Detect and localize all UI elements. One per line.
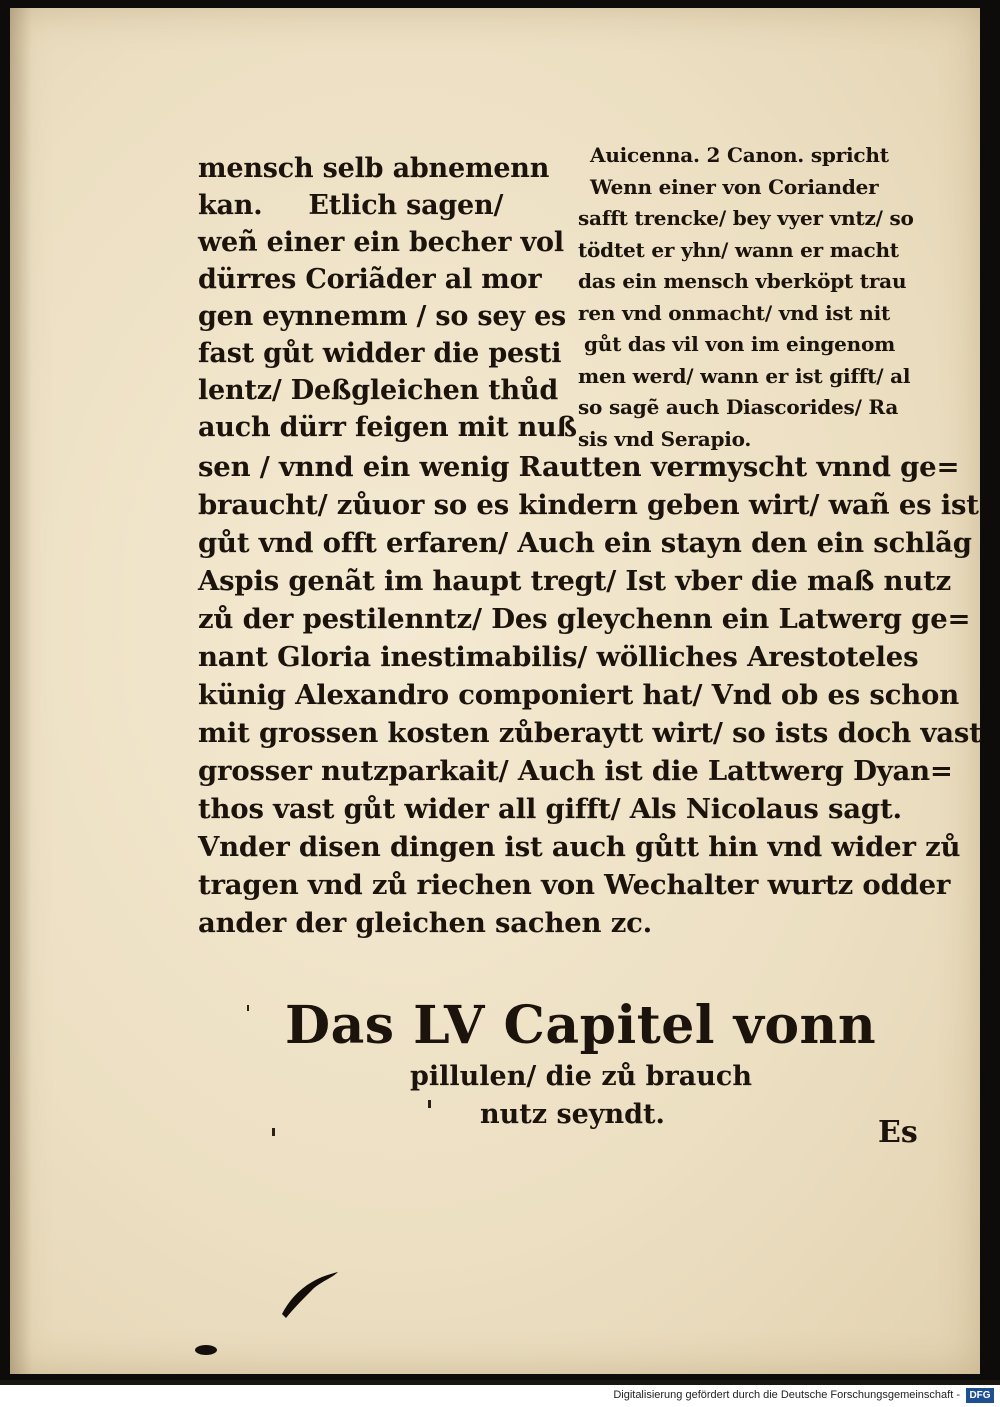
text-line: ren vnd onmacht/ vnd ist nit: [578, 300, 891, 325]
text-line: Vnder disen dingen ist auch gůtt hin vnd wider zů: [198, 831, 961, 863]
left-column-text: [198, 150, 577, 446]
text-line: Aspis genãt im haupt tregt/ Ist vber die maß nutz: [198, 565, 952, 597]
ink-mark: [247, 1005, 249, 1011]
footer-bar: [0, 1385, 1000, 1407]
chapter-subheading: [410, 1058, 752, 1134]
text-line: sen / vnnd ein wenig Rautten vermyscht vnnd ge=: [198, 451, 960, 483]
text-line: so sagẽ auch Diascorides/ Ra: [578, 395, 899, 419]
text-line: weñ einer ein becher vol: [198, 227, 564, 258]
text-line: zů der pestilenntz/ Des gleychenn ein Latwerg ge=: [198, 603, 971, 635]
page-fold-shadow: [10, 8, 32, 1374]
text-line: kan. Etlich sagen/: [198, 190, 504, 221]
text-line: nant Gloria inestimabilis/ wölliches Arestoteles: [198, 641, 919, 673]
text-line: grosser nutzparkait/ Auch ist die Lattwerg Dyan=: [198, 755, 953, 787]
ink-blot: [270, 1262, 350, 1322]
text-line: braucht/ zůuor so es kindern geben wirt/ wañ es ist: [198, 489, 979, 521]
subheading-line: nutz seyndt.: [480, 1099, 665, 1130]
ink-mark: [272, 1128, 275, 1136]
text-line: tragen vnd zů riechen von Wechalter wurtz odder: [198, 869, 951, 901]
text-line: sis vnd Serapio.: [578, 426, 752, 451]
chapter-heading: Das LV Capitel vonn: [285, 995, 877, 1056]
right-column-note: [578, 140, 914, 455]
text-line: das ein mensch vberköpt trau: [578, 269, 907, 293]
text-line: tödtet er yhn/ wann er macht: [578, 237, 899, 262]
text-line: mensch selb abnemenn: [198, 153, 550, 184]
text-line: ander der gleichen sachen zc.: [198, 907, 653, 939]
text-line: thos vast gůt wider all gifft/ Als Nicolaus sagt.: [198, 793, 902, 825]
subheading-line: pillulen/ die zů brauch: [410, 1061, 752, 1092]
catchword: Es: [878, 1115, 918, 1150]
ink-dot: [195, 1345, 217, 1355]
ink-mark: [428, 1100, 431, 1108]
text-line: lentz/ Deßgleichen thůd: [198, 375, 559, 406]
text-line: Wenn einer von Coriander: [590, 174, 879, 199]
text-line: künig Alexandro componiert hat/ Vnd ob es schon: [198, 679, 959, 711]
text-line: dürres Coriãder al mor: [198, 264, 542, 295]
text-line: gůt vnd offt erfaren/ Auch ein stayn den ein schlãg: [198, 527, 972, 559]
text-line: men werd/ wann er ist gifft/ al: [578, 363, 911, 388]
text-line: Auicenna. 2 Canon. spricht: [590, 143, 889, 167]
text-line: mit grossen kosten zůberaytt wirt/ so ists doch vast: [198, 717, 982, 749]
funding-notice: Digitalisierung gefördert durch die Deutsche Forschungsgemeinschaft -: [613, 1389, 960, 1401]
text-line: auch dürr feigen mit nuß: [198, 412, 577, 443]
text-line: gůt das vil von im eingenom: [584, 332, 896, 356]
text-line: gen eynnemm / so sey es: [198, 301, 567, 332]
text-line: fast gůt widder die pesti: [198, 338, 562, 369]
dfg-logo: DFG: [966, 1388, 994, 1403]
text-line: safft trencke/ bey vyer vntz/ so: [578, 206, 914, 230]
main-paragraph: [198, 448, 982, 942]
